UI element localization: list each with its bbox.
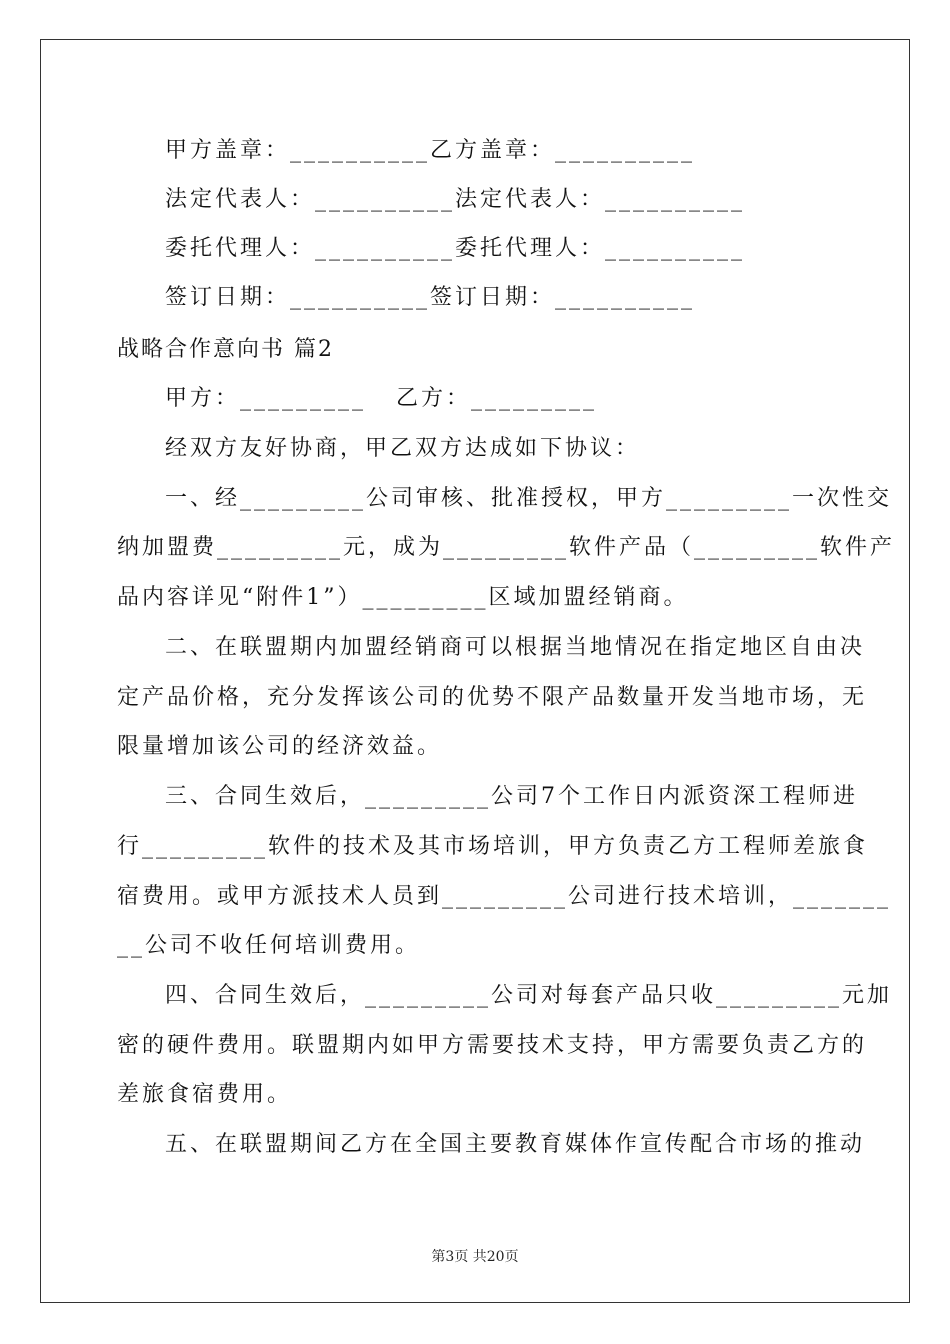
clause-1-line-3: 品内容详见“附件1”）_________区域加盟经销商。	[117, 585, 689, 610]
clause-2-line-3: 限量增加该公司的经济效益。	[117, 734, 443, 759]
clause-2-line-1: 二、在联盟期内加盟经销商可以根据当地情况在指定地区自由决	[165, 635, 866, 660]
clause-1-line-1: 一、经_________公司审核、批准授权，甲方_________一次性交	[165, 486, 893, 511]
parties-line: 甲方：_________ 乙方：_________	[165, 386, 597, 411]
page-border	[40, 39, 910, 1303]
clause-1-line-2: 纳加盟费_________元，成为_________软件产品（_________软件产	[117, 535, 896, 560]
signature-line-date: 签订日期：__________签订日期：__________	[165, 285, 696, 310]
signature-line-agent: 委托代理人：__________委托代理人：__________	[165, 236, 746, 261]
clause-4-line-1: 四、合同生效后，_________公司对每套产品只收_________元加	[165, 983, 893, 1008]
clause-5-line-1: 五、在联盟期间乙方在全国主要教育媒体作宣传配合市场的推动	[165, 1132, 866, 1157]
section-title: 战略合作意向书 篇2	[117, 337, 334, 362]
page-footer: 第3页 共20页	[431, 1249, 519, 1265]
clause-3-line-1: 三、合同生效后，_________公司7个工作日内派资深工程师进	[165, 784, 858, 809]
clause-3-line-4: __公司不收任何培训费用。	[117, 933, 421, 958]
clause-2-line-2: 定产品价格，充分发挥该公司的优势不限产品数量开发当地市场，无	[117, 685, 868, 710]
clause-4-line-3: 差旅食宿费用。	[117, 1082, 293, 1107]
clause-3-line-2: 行_________软件的技术及其市场培训，甲方负责乙方工程师差旅食	[117, 834, 869, 859]
signature-line-seal: 甲方盖章：__________乙方盖章：__________	[165, 138, 696, 163]
clause-4-line-2: 密的硬件费用。联盟期内如甲方需要技术支持，甲方需要负责乙方的	[117, 1033, 868, 1058]
clause-3-line-3: 宿费用。或甲方派技术人员到_________公司进行技术培训，_______	[117, 884, 892, 909]
intro-line: 经双方友好协商，甲乙双方达成如下协议：	[165, 436, 641, 461]
signature-line-legal-rep: 法定代表人：__________法定代表人：__________	[165, 187, 746, 212]
